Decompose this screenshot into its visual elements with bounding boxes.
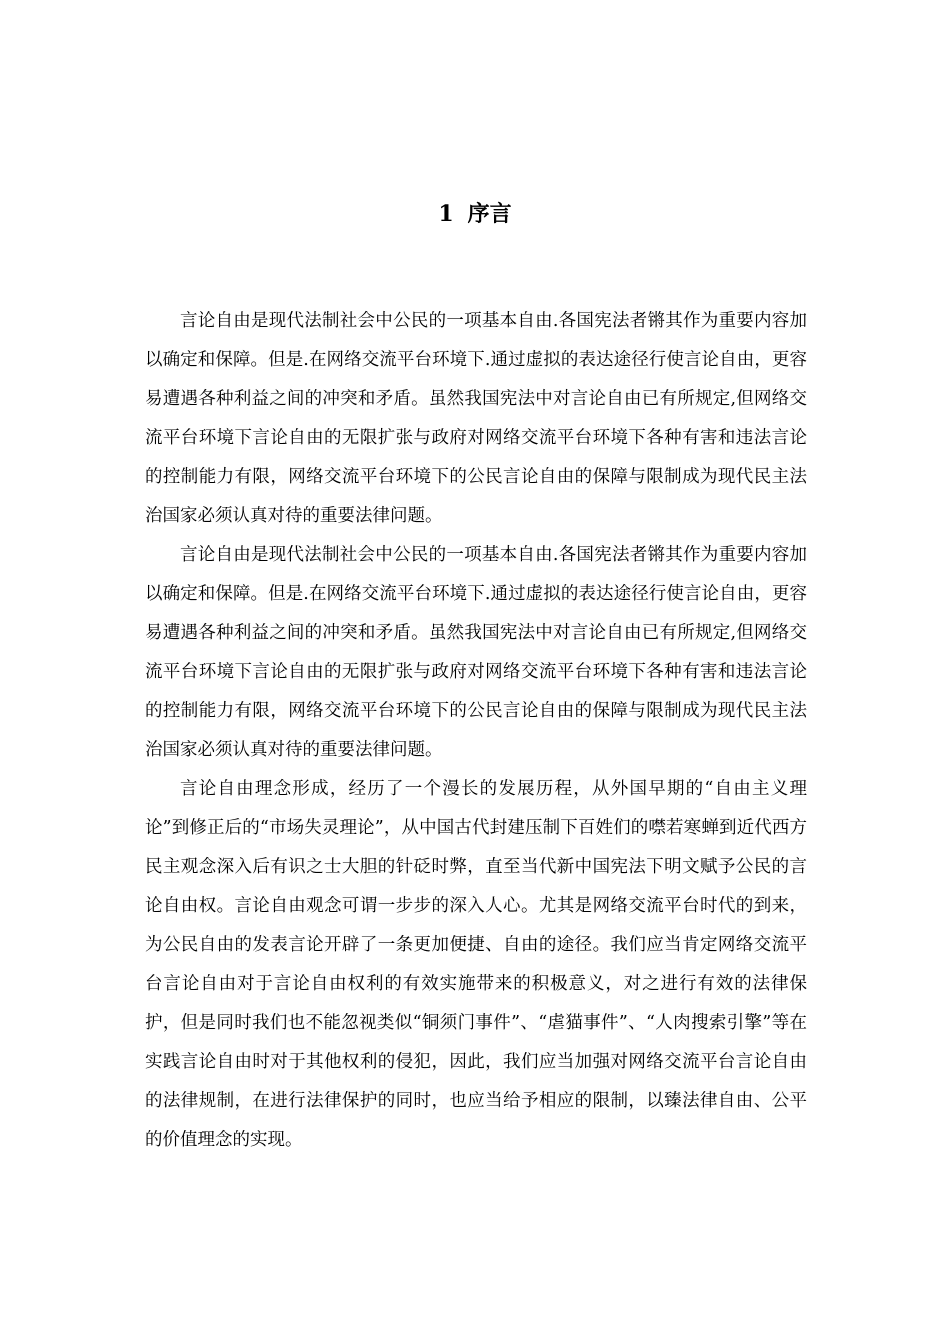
section-number: 1 <box>438 201 454 227</box>
paragraph: 言论自由理念形成，经历了一个漫长的发展历程，从外国早期的“自由主义理论”到修正后的“市场失灵理论”，从中国古代封建压制下百姓们的噤若寒蝉到近代西方民主观念深入后有识之士大胆的针砭时弊，直至当代新中国宪法下明文赋予公民的言论自由权。言论自由观念可谓一步步的深入人心。尤其是网络交流平台时代的到来，为公民自由的发表言论开辟了一条更加便捷、自由的途径。我们应当肯定网络交流平台言论自由对于言论自由权利的有效实施带来的积极意义，对之进行有效的法律保护，但是同时我们也不能忽视类似“铜须门事件”、“虐猫事件”、“人肉搜索引擎”等在实践言论自由时对于其他权利的侵犯，因此，我们应当加强对网络交流平台言论自由的法律规制，在进行法律保护的同时，也应当给予相应的限制，以臻法律自由、公平的价值理念的实现。 <box>145 779 807 1150</box>
section-title: 序言 <box>467 201 512 227</box>
document-body <box>145 302 807 1160</box>
paragraph: 言论自由是现代法制社会中公民的一项基本自由.各国宪法者锵其作为重要内容加以确定和保障。但是.在网络交流平台环境下.通过虚拟的表达途径行使言论自由，更容易遭遇各种利益之间的冲突和矛盾。虽然我国宪法中对言论自由已有所规定,但网络交流平台环境下言论自由的无限扩张与政府对网络交流平台环境下各种有害和违法言论的控制能力有限，网络交流平台环境下的公民言论自由的保障与限制成为现代民主法治国家必须认真对待的重要法律问题。 <box>145 545 807 760</box>
section-heading <box>0 196 950 232</box>
paragraph: 言论自由是现代法制社会中公民的一项基本自由.各国宪法者锵其作为重要内容加以确定和保障。但是.在网络交流平台环境下.通过虚拟的表达途径行使言论自由，更容易遭遇各种利益之间的冲突和矛盾。虽然我国宪法中对言论自由已有所规定,但网络交流平台环境下言论自由的无限扩张与政府对网络交流平台环境下各种有害和违法言论的控制能力有限，网络交流平台环境下的公民言论自由的保障与限制成为现代民主法治国家必须认真对待的重要法律问题。 <box>145 311 807 526</box>
